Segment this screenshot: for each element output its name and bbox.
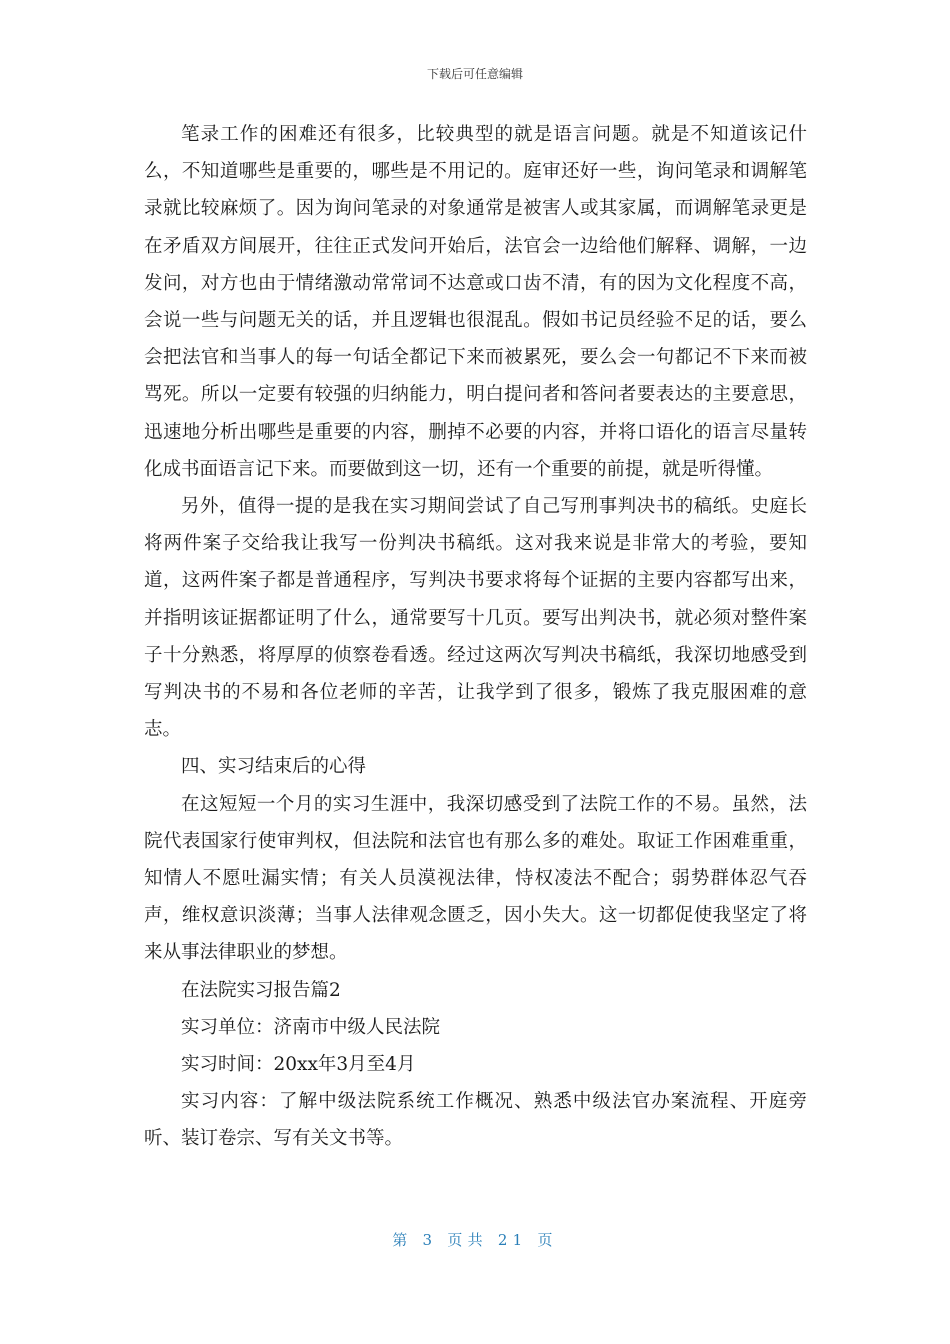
page-number: 第 3 页共 21 页	[392, 1231, 558, 1249]
paragraph-judgment-draft: 另外，值得一提的是我在实习期间尝试了自己写刑事判决书的稿纸。史庭长将两件案子交给我让我写一份判决书稿纸。这对我来说是非常大的考验，要知道，这两件案子都是普通程序，写判决书要求将每个证据的主要内容都写出来，并指明该证据都证明了什么，通常要写十几页。要写出判决书，就必须对整件案子十分熟悉，将厚厚的侦察卷看透。经过这两次写判决书稿纸，我深切地感受到写判决书的不易和各位老师的辛苦，让我学到了很多，锻炼了我克服困难的意志。	[144, 496, 807, 741]
internship-content: 实习内容：了解中级法院系统工作概况、熟悉中级法官办案流程、开庭旁听、装订卷宗、写有关文书等。	[144, 1091, 807, 1150]
internship-time: 实习时间：20xx年3月至4月	[181, 1054, 416, 1076]
section-heading-reflections: 四、实习结束后的心得	[181, 756, 367, 778]
internship-unit: 实习单位：济南市中级人民法院	[181, 1016, 441, 1038]
page-header: 下载后可任意编辑	[426, 67, 523, 81]
report-title-part2: 在法院实习报告篇2	[181, 979, 341, 1001]
paragraph-reflections: 在这短短一个月的实习生涯中，我深切感受到了法院工作的不易。虽然，法院代表国家行使审判权，但法院和法官也有那么多的难处。取证工作困难重重，知情人不愿吐漏实情；有关人员漠视法律，恃权凌法不配合；弱势群体忍气吞声，维权意识淡薄；当事人法律观念匮乏，因小失大。这一切都促使我坚定了将来从事法律职业的梦想。	[144, 793, 807, 964]
paragraph-transcript-difficulty: 笔录工作的困难还有很多，比较典型的就是语言问题。就是不知道该记什么，不知道哪些是重要的，哪些是不用记的。庭审还好一些，询问笔录和调解笔录就比较麻烦了。因为询问笔录的对象通常是被害人或其家属，而调解笔录更是在矛盾双方间展开，往往正式发问开始后，法官会一边给他们解释、调解，一边发问，对方也由于情绪激动常常词不达意或口齿不清，有的因为文化程度不高，会说一些与问题无关的话，并且逻辑也很混乱。假如书记员经验不足的话，要么会把法官和当事人的每一句话全都记下来而被累死，要么会一句都记不下来而被骂死。所以一定要有较强的归纳能力，明白提问者和答问者要表达的主要意思，迅速地分析出哪些是重要的内容，删掉不必要的内容，并将口语化的语言尽量转化成书面语言记下来。而要做到这一切，还有一个重要的前提，就是听得懂。	[144, 124, 807, 480]
document-body	[144, 116, 807, 1158]
